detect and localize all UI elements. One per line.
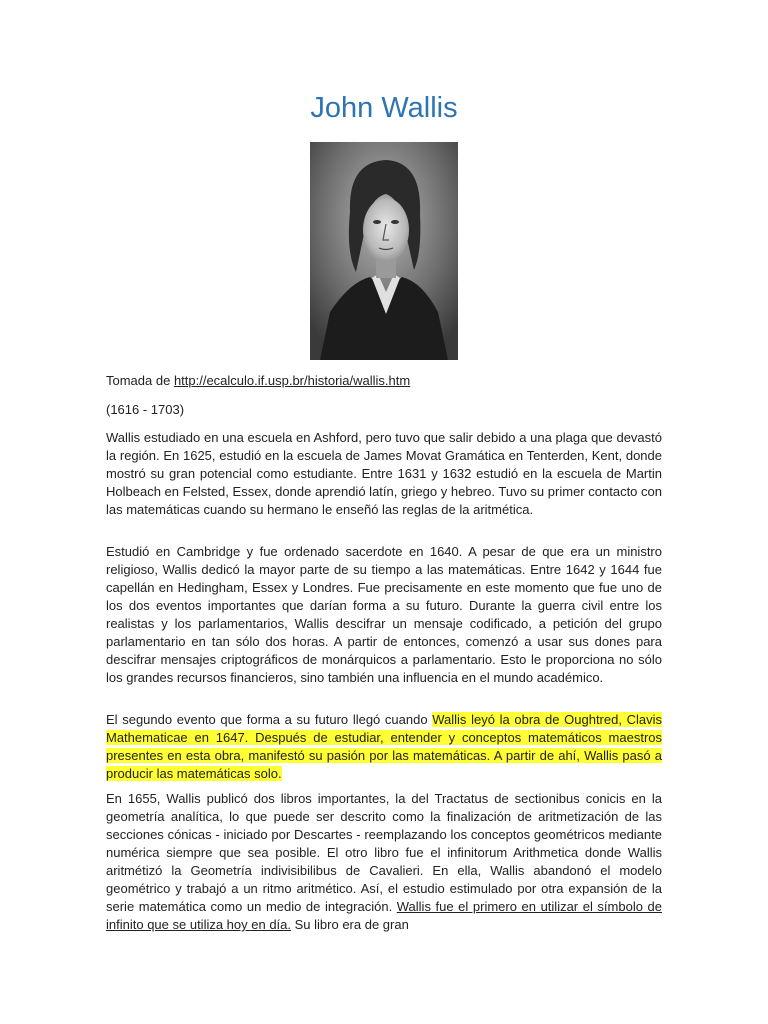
underlined-text: Wallis fue el primero en utilizar el símbolo de infinito que se utiliza hoy en día. [106,899,662,932]
highlighted-text: Wallis leyó la obra de Oughtred, Clavis Mathematicae en 1647. Después de estudiar, entender y conceptos matemáticos maestros presentes en esta obra, manifestó su pasión por las matemáticas. A partir de ahí, Wallis pasó a producir las matemáticas solo. [106,712,663,781]
paragraph-second-event [106,711,662,783]
life-dates: (1616 - 1703) [106,402,185,417]
paragraph-education: Wallis estudiado en una escuela en Ashford, pero tuvo que salir debido a una plaga que devastó la región. En 1625, estudió en la escuela de James Movat Gramática en Tenterden, Kent, donde mostró su gran potencial como estudiante. Entre 1631 y 1632 estudió en la escuela de Martin Holbeach en Felsted, Essex, donde aprendió latín, griego y hebreo. Tuvo su primer contacto con las matemáticas cuando su hermano le enseñó las reglas de la aritmética. [106,430,662,517]
portrait-image [310,142,458,360]
portrait-engraving-icon [310,142,458,360]
paragraph-cambridge: Estudió en Cambridge y fue ordenado sacerdote en 1640. A pesar de que era un ministro religioso, Wallis dedicó la mayor parte de su tiempo a las matemáticas. Entre 1642 y 1644 fue capellán en Hedingham, Essex y Londres. Fue precisamente en este momento que fue uno de los dos eventos importantes que darían forma a su futuro. Durante la guerra civil entre los realistas y los parlamentarios, Wallis descifrar un mensaje codificado, a petición del grupo parlamentario en tan sólo dos horas. A partir de entonces, comenzó a usar sus dones para descifrar mensajes criptográficos de monárquicos a parlamentario. Esto le proporciona no sólo los grandes recursos financieros, sino también una influencia en el mundo académico. [106,544,662,685]
paragraph-publications [106,790,662,934]
caption-prefix: Tomada de [106,373,174,388]
paragraph-text: En 1655, Wallis publicó dos libros importantes, la del Tractatus de sectionibus conicis en la geometría analítica, lo que puede ser descrito como la finalización de aritmetización de las secciones cónicas - iniciado por Descartes - reemplazando los conceptos geométricos mediante numérica siempre que sea posible. El otro libro fue el infinitorum Arithmetica donde Wallis aritmétizó la Geometría indivisibilibus de Cavalieri. En ella, Wallis abandonó el modelo geométrico y trabajó a un ritmo aritmético. Así, el estudio estimulado por otra expansión de la serie matemática como un medio de integración. [106,791,662,914]
image-caption [106,372,662,390]
page-title: John Wallis [310,92,458,124]
paragraph-tail: Su libro era de gran [291,917,409,932]
paragraph-text: El segundo evento que forma a su futuro llegó cuando [106,712,433,727]
source-link[interactable]: http://ecalculo.if.usp.br/historia/wallis.htm [173,373,411,388]
